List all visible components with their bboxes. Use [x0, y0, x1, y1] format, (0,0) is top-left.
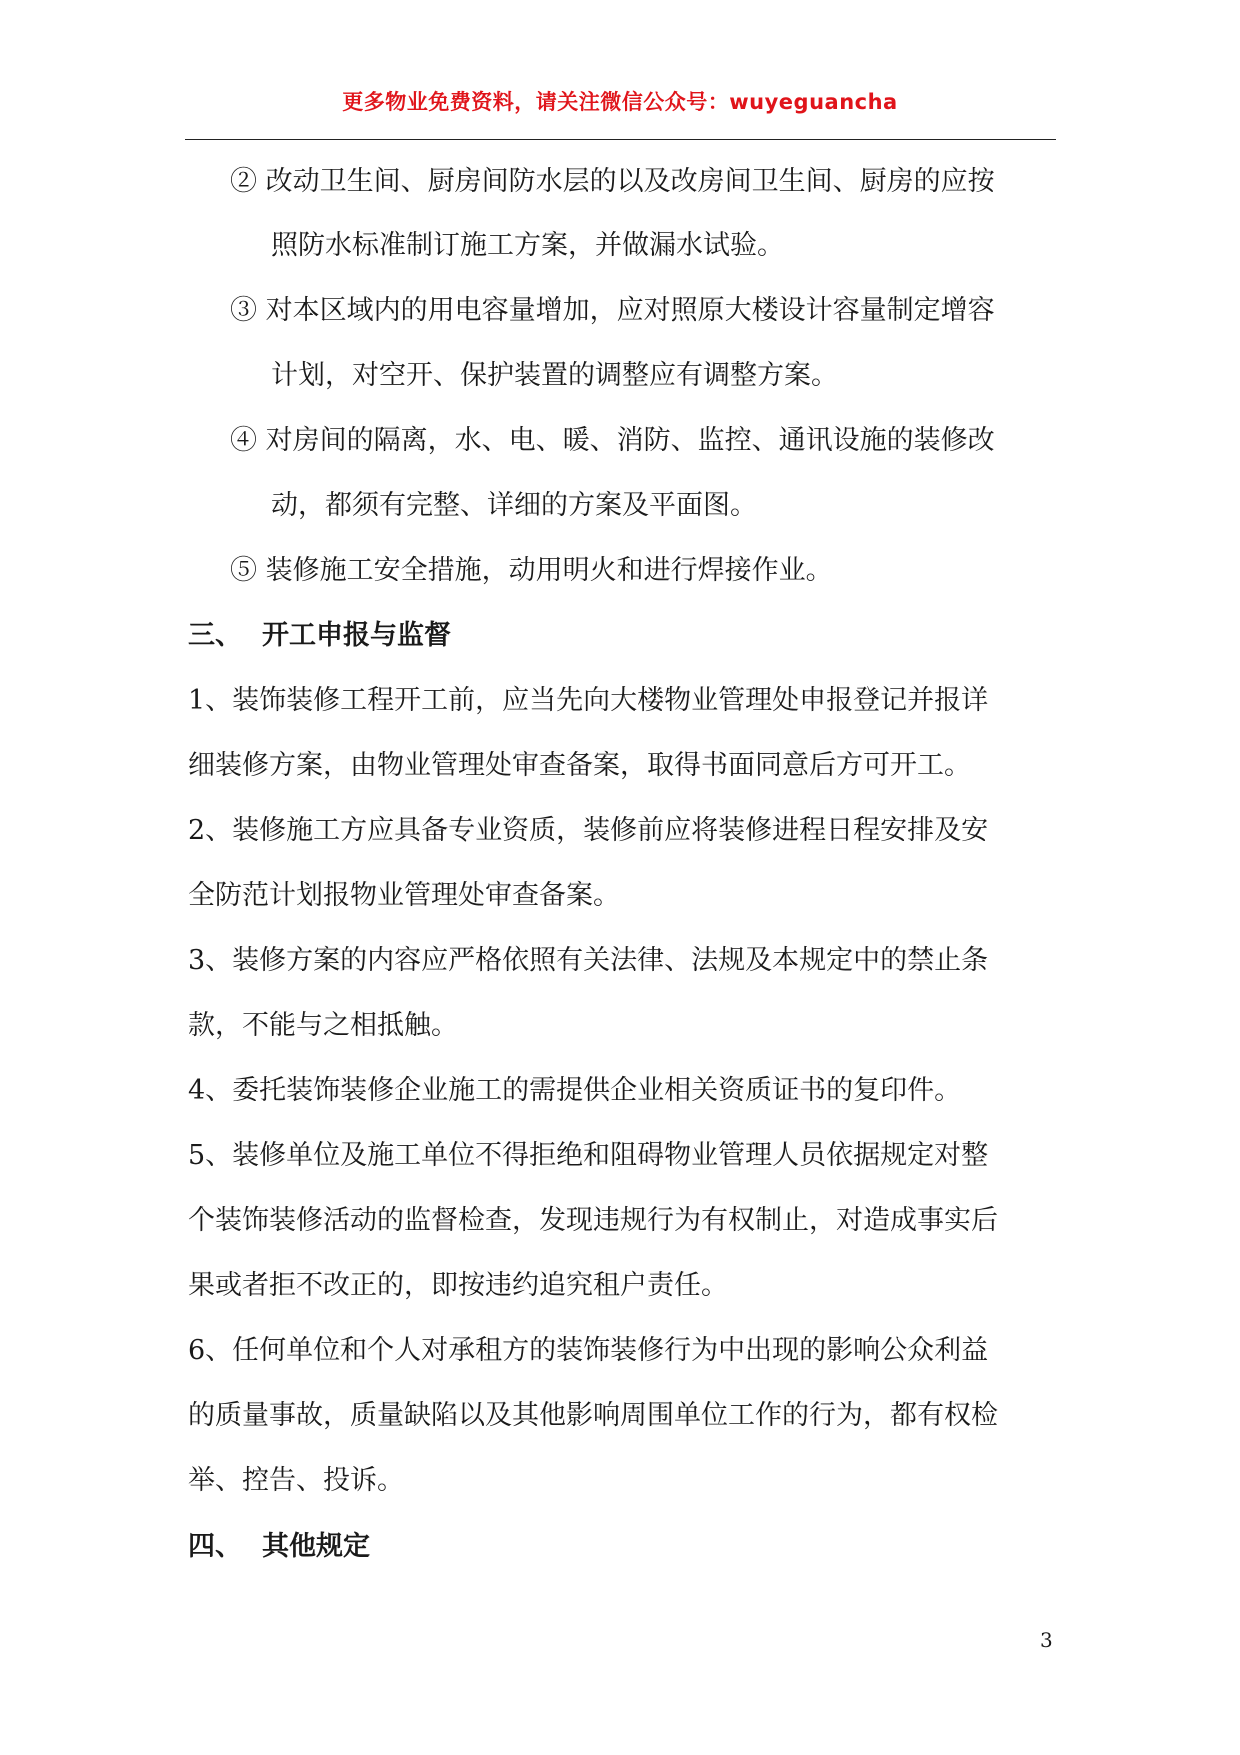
- paragraph-6-line-3: 举、控告、投诉。: [188, 1465, 404, 1496]
- paragraph-6-line-2: 的质量事故，质量缺陷以及其他影响周围单位工作的行为，都有权检: [188, 1400, 998, 1431]
- paragraph-5-line-3: 果或者拒不改正的，即按违约追究租户责任。: [188, 1270, 728, 1301]
- list-item-2-line-1: ② 改动卫生间、厨房间防水层的以及改房间卫生间、厨房的应按: [230, 166, 995, 197]
- section-heading-3: [188, 616, 451, 656]
- page-number: 3: [1040, 1628, 1053, 1652]
- paragraph-2-line-2: 全防范计划报物业管理处审查备案。: [188, 880, 620, 911]
- paragraph-3-line-1: 3、装修方案的内容应严格依照有关法律、法规及本规定中的禁止条: [188, 945, 989, 976]
- paragraph-6-line-1: 6、任何单位和个人对承租方的装饰装修行为中出现的影响公众利益: [188, 1335, 989, 1366]
- list-item-5-line-1: ⑤ 装修施工安全措施，动用明火和进行焊接作业。: [230, 555, 833, 586]
- paragraph-5-line-1: 5、装修单位及施工单位不得拒绝和阻碍物业管理人员依据规定对整: [188, 1140, 989, 1171]
- list-item-4-line-1: ④ 对房间的隔离，水、电、暖、消防、监控、通讯设施的装修改: [230, 425, 995, 456]
- paragraph-5-line-2: 个装饰装修活动的监督检查，发现违规行为有权制止，对造成事实后: [188, 1205, 998, 1236]
- section-heading-4-number: 四、: [188, 1531, 242, 1562]
- list-item-3-line-1: ③ 对本区域内的用电容量增加，应对照原大楼设计容量制定增容: [230, 295, 995, 326]
- list-item-2-line-2: 照防水标准制订施工方案，并做漏水试验。: [271, 230, 784, 261]
- section-heading-3-number: 三、: [188, 620, 242, 651]
- section-heading-4: [188, 1527, 370, 1567]
- paragraph-2-line-1: 2、装修施工方应具备专业资质，装修前应将装修进程日程安排及安: [188, 815, 989, 846]
- list-item-4-line-2: 动，都须有完整、详细的方案及平面图。: [271, 490, 757, 521]
- paragraph-1-line-2: 细装修方案，由物业管理处审查备案，取得书面同意后方可开工。: [188, 750, 971, 781]
- paragraph-4-line-1: 4、委托装饰装修企业施工的需提供企业相关资质证书的复印件。: [188, 1075, 962, 1106]
- section-heading-4-title: 其他规定: [262, 1531, 370, 1562]
- paragraph-1-line-1: 1、装饰装修工程开工前，应当先向大楼物业管理处申报登记并报详: [188, 685, 989, 716]
- header-notice: 更多物业免费资料，请关注微信公众号：wuyeguancha: [342, 90, 898, 114]
- list-item-3-line-2: 计划，对空开、保护装置的调整应有调整方案。: [271, 360, 838, 391]
- section-heading-3-title: 开工申报与监督: [262, 620, 451, 651]
- paragraph-3-line-2: 款，不能与之相抵触。: [188, 1010, 458, 1041]
- header-divider: [185, 139, 1056, 140]
